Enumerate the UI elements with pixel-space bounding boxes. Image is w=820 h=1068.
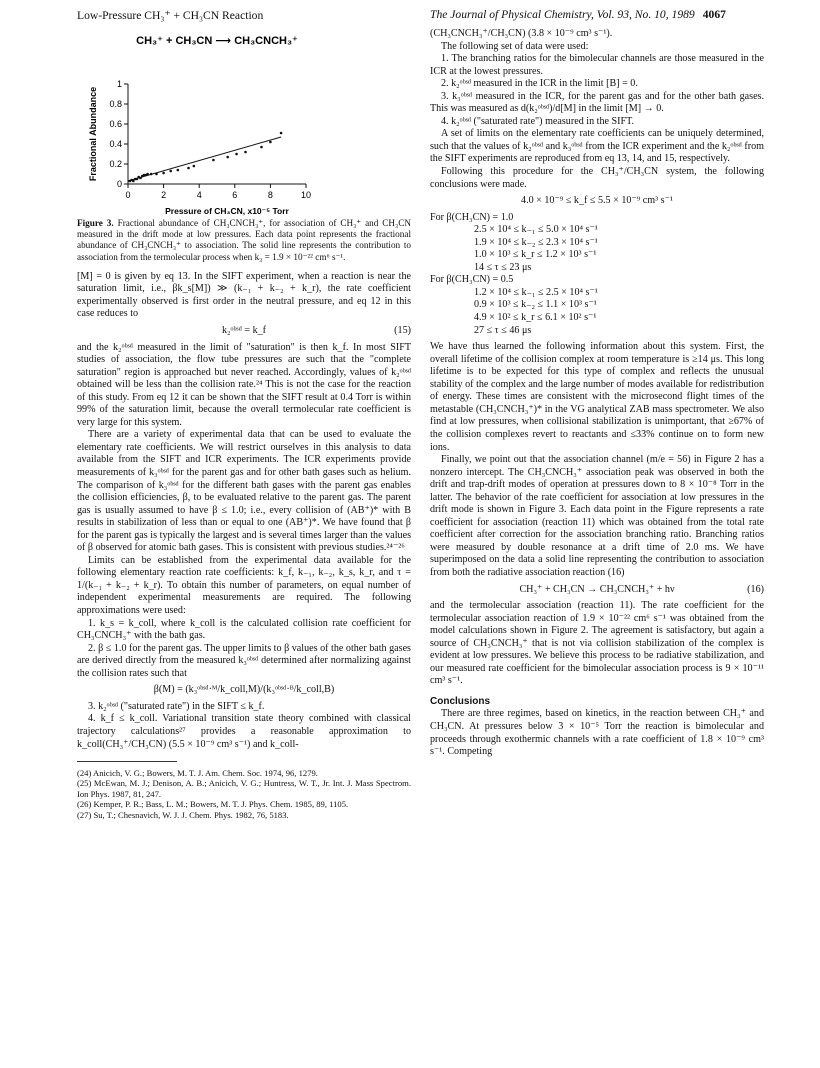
- running-header-right: [430, 8, 726, 21]
- list-item: 2. β ≤ 1.0 for the parent gas. The upper limits to β values of the other bath gases are derived directly from the measured k₃ᵒᵇˢᵈ determined after normalizing against the collision rates such that: [77, 642, 411, 679]
- list-item: 3. k₂ᵒᵇˢᵈ ("saturated rate") in the SIFT ≤ k_f.: [88, 700, 265, 712]
- equation-beta: β(M) = (k₃ᵒᵇˢᵈ·ᴹ/k_coll,M)/(k₃ᵒᵇˢᵈ·ᴮ/k_coll,B): [153, 684, 335, 696]
- limits-set-1: [474, 224, 764, 274]
- figure-3-chart: [77, 28, 411, 216]
- condition-label: For β(CH₃CN) = 1.0: [430, 211, 514, 223]
- limit-line: 1.9 × 10⁴ ≤ k₋₂ ≤ 2.3 × 10⁴ s⁻¹: [474, 236, 598, 248]
- list-item: 4. k₂ᵒᵇˢᵈ ("saturated rate") measured in the SIFT.: [441, 115, 635, 127]
- limit-line: 14 ≤ τ ≤ 23 μs: [474, 261, 532, 273]
- limit-line: 27 ≤ τ ≤ 46 μs: [474, 324, 532, 336]
- x-tick-label: 2: [161, 190, 167, 200]
- equation-16: [430, 584, 764, 597]
- limit-line: 0.9 × 10³ ≤ k₋₂ ≤ 1.1 × 10³ s⁻¹: [474, 299, 597, 311]
- x-tick-label: 8: [267, 190, 273, 200]
- data-point: [146, 173, 149, 176]
- limit-line: 4.9 × 10² ≤ k_r ≤ 6.1 × 10² s⁻¹: [474, 312, 597, 324]
- list-item: 4. k_f ≤ k_coll. Variational transition state theory combined with classical trajectory calculations²⁷ provides a reasonable approximation to k_coll(CH₃⁺/CH₃CN) (5.5 × 10⁻⁹ cm³ s⁻¹) and k_coll-: [77, 713, 411, 750]
- data-point: [193, 165, 196, 168]
- chart-title: CH₃⁺ + CH₃CN ⟶ CH₃CNCH₃⁺: [136, 35, 298, 47]
- paragraph: Following this procedure for the CH₃⁺/CH₃CN system, the following conclusions were made.: [430, 166, 764, 190]
- data-point: [155, 173, 158, 176]
- data-point: [244, 151, 247, 154]
- footnote-rule: [77, 761, 177, 762]
- y-tick-label: 1: [116, 79, 122, 89]
- limit-line: 1.2 × 10⁴ ≤ k₋₁ ≤ 2.5 × 10⁴ s⁻¹: [474, 286, 598, 298]
- data-point: [177, 169, 180, 172]
- y-tick-label: 0.6: [109, 119, 122, 129]
- equation-body: k₂ᵒᵇˢᵈ = k_f: [221, 325, 267, 336]
- limits-set-2: [474, 287, 764, 337]
- journal-citation: The Journal of Physical Chemistry, Vol. 93, No. 10, 1989: [430, 8, 695, 21]
- right-column: [430, 28, 764, 759]
- equation-number: (15): [394, 325, 411, 336]
- list-item: 1. k_s = k_coll, where k_coll is the calculated collision rate coefficient for CH₃CNCH₃⁺ with the bath gas.: [77, 617, 411, 642]
- running-header-left: Low-Pressure CH₃⁺ + CH₃CN Reaction: [77, 9, 264, 22]
- equation-number: (16): [747, 583, 764, 595]
- x-tick-label: 4: [196, 190, 202, 200]
- figure-3: [77, 28, 411, 216]
- reference: (24) Anicich, V. G.; Bowers, M. T. J. Am. Chem. Soc. 1974, 96, 1279.: [77, 768, 318, 779]
- equation-body: CH₃⁺ + CH₃CN → CH₃CNCH₃⁺ + hν: [519, 583, 675, 595]
- equation-kf: 4.0 × 10⁻⁹ ≤ k_f ≤ 5.5 × 10⁻⁹ cm³ s⁻¹: [521, 195, 673, 207]
- data-point: [212, 159, 215, 162]
- section-heading: Conclusions: [430, 695, 491, 707]
- paragraph: [M] = 0 is given by eq 13. In the SIFT experiment, when a reaction is near the saturation limit, i.e., βk_s[M]) ≫ (k₋₁ + k₋₂ + k_r), the rate coefficient experimentally observed is first order in the neutral pressure, and eq 12 in this case reduces to: [77, 270, 411, 320]
- data-point: [162, 172, 165, 175]
- x-tick-label: 6: [232, 190, 238, 200]
- y-tick-label: 0.2: [109, 159, 122, 169]
- data-point: [269, 141, 272, 144]
- data-point: [136, 178, 139, 181]
- caption-label: Figure 3.: [77, 218, 114, 228]
- reference: (25) McEwan, M. J.; Denison, A. B.; Anicich, V. G.; Huntress, W. T., Jr. Int. J. Mass Spectrom. Ion Phys. 1987, 81, 247.: [77, 778, 411, 799]
- condition-label: For β(CH₃CN) = 0.5: [430, 274, 514, 286]
- paragraph: (CH₃CNCH₃⁺/CH₃CN) (3.8 × 10⁻⁹ cm³ s⁻¹).: [430, 28, 613, 39]
- paragraph: There are a variety of experimental data that can be used to evaluate the elementary rate coefficients. We will restrict ourselves in this analysis to data available from the SIFT and ICR experiments. The ICR experiments provide measurements of k₃ᵒᵇˢᵈ for the parent gas and for other bath gases such as helium. The comparison of k₃ᵒᵇˢᵈ for the different bath gases with the parent gas enables the collision efficiencies, β, to be evaluated relative to the parent gas. The parent gas is usually assumed to have β ≤ 1.0; i.e., every collision of (AB⁺)* with B results in stabilization of less than or equal to one (AB⁺)*. We have found that β for the parent gas is typically the largest and is several times larger than the values of β observed for atomic bath gases. This is consistent with previous studies.²⁴⁻²⁶: [77, 429, 411, 554]
- paragraph: Finally, we point out that the association channel (m/e = 56) in Figure 2 has a nonzero intercept. The CH₃CNCH₃⁺ association peak was observed in both the drift and trap-drift modes of operation at pressures down to 8 × 10⁻⁸ Torr in the latter. The behavior of the rate coefficient for association at low pressures in the drift mode is shown in Figure 3. Each data point in the Figure represents a rate coefficient for association (reaction 11) which was obtained from the total rate coefficient after correction for the association branching ratio. Branching ratios were measured by double resonance at a drift time of 2.0 ms. We have superimposed on the data a solid line representing the contribution to association from both the radiative association reaction (16): [430, 454, 764, 578]
- data-point: [235, 153, 238, 156]
- y-tick-label: 0.4: [109, 139, 122, 149]
- x-axis-label: Pressure of CH₃CN, x10⁻⁵ Torr: [165, 206, 289, 216]
- data-point: [187, 167, 190, 170]
- paragraph: We have thus learned the following information about this system. First, the overall lifetime of the collision complex at room temperature is ≥14 μs. This long lifetime is to be expected for this type of complex and reflects the unusual stability of the complex and the large number of modes available for redistribution of energy. These times are consistent with the microsecond flight times of the metastable (CH₃CNCH₃⁺)* in the VG analytical ZAB mass spectrometer. We also find at low pressures, when collisional stabilization is unimportant, that ≥67% of the collision complexes revert to reactants and ≤33% continue on to form new ions.: [430, 341, 764, 453]
- data-point: [139, 177, 142, 180]
- list-item: 2. k₂ᵒᵇˢᵈ measured in the ICR in the limit [B] = 0.: [441, 78, 638, 90]
- paragraph: Limits can be established from the experimental data available for the following elementary reaction rate coefficients: k_f, k₋₁, k₋₂, k_s, k_r, and τ = 1/(k₋₁ + k₋₂ + k_r). To obtain this number of parameters, on equal number of independent experimental measurements are required. The following approximations were used:: [77, 554, 411, 617]
- page-number: 4067: [702, 8, 726, 21]
- reference: (27) Su, T.; Chesnavich, W. J. J. Chem. Phys. 1982, 76, 5183.: [77, 809, 289, 820]
- paragraph: There are three regimes, based on kinetics, in the reaction between CH₃⁺ and CH₃CN. At pressures below 3 × 10⁻⁵ Torr the reaction is bimolecular and proceeds through exothermic channels with a rate coefficient of 1.8 × 10⁻⁹ cm³ s⁻¹. Competing: [430, 708, 764, 758]
- list-item: 3. k₃ᵒᵇˢᵈ measured in the ICR, for the parent gas and for the other bath gases. This was measured as d(k₂ᵒᵇˢᵈ)/d[M] in the limit [M] → 0.: [430, 90, 764, 115]
- data-point: [132, 180, 135, 183]
- data-point: [169, 170, 172, 173]
- y-tick-label: 0: [116, 179, 122, 189]
- paragraph: and the termolecular association (reaction 11). The rate coefficient for the termolecular association reaction of 1.9 × 10⁻²² cm⁶ s⁻¹ was obtained from the model calculations shown in Figure 2. The agreement is satisfactory, but again a source of CH₃CNCH₃⁺ that is not via collision stabilization of the complex is evident at low pressures. We believe this process to be radiative stabilization, and our measured rate coefficient for the bimolecular association process is 9 × 10⁻¹¹ cm³ s⁻¹.: [430, 600, 764, 687]
- paragraph: and the k₂ᵒᵇˢᵈ measured in the limit of "saturation" is then k_f. In most SIFT studies of association, the flow tube pressures are such that the "complete saturation" region is approached but never reached. Accordingly, values of k₂ᵒᵇˢᵈ obtained will be less than the collision rate.²⁴ This is not the case for the reaction of this study. From eq 12 it can be shown that the SIFT result at 0.4 Torr is within 99% of the saturation limit, because the overall termolecular rate coefficient is very large for this system.: [77, 341, 411, 428]
- x-tick-label: 10: [300, 190, 312, 200]
- list-item: 1. The branching ratios for the bimolecular channels are those measured in the ICR at the lowest pressures.: [430, 53, 764, 77]
- data-point: [260, 146, 263, 149]
- limit-line: 2.5 × 10⁴ ≤ k₋₁ ≤ 5.0 × 10⁴ s⁻¹: [474, 224, 598, 236]
- data-point: [150, 173, 153, 176]
- data-point: [280, 132, 283, 135]
- reference: (26) Kemper, P. R.; Bass, L. M.; Bowers, M. T. J. Phys. Chem. 1985, 89, 1105.: [77, 799, 349, 810]
- y-axis-label: Fractional Abundance: [88, 86, 98, 182]
- x-tick-label: 0: [125, 190, 131, 200]
- data-point: [226, 156, 229, 159]
- paragraph: The following set of data were used:: [441, 40, 589, 52]
- figure-3-caption: [77, 218, 411, 263]
- references: [77, 768, 411, 820]
- y-tick-label: 0.8: [109, 99, 122, 109]
- limit-line: 1.0 × 10³ ≤ k_r ≤ 1.2 × 10³ s⁻¹: [474, 249, 597, 261]
- equation-15: [77, 325, 411, 338]
- caption-text: Fractional abundance of CH₃CNCH₃⁺, for association of CH₃⁺ and CH₃CN measured in the drift mode at low pressures. Each data point represents the fractional abundance of CH₃CNCH₃⁺ to association. The solid line represents the contribution to association from the termolecular process when k₃ = 1.9 × 10⁻²² cm⁶ s⁻¹.: [77, 218, 412, 262]
- left-column: [77, 28, 411, 820]
- paragraph: A set of limits on the elementary rate coefficients can be uniquely determined, such that the values of k₂ᵒᵇˢᵈ and k₃ᵒᵇˢᵈ from the ICR experiment and the k₂ᵒᵇˢᵈ from the SIFT experiments are reproduced from eq 13, 14, and 15, respectively.: [430, 128, 764, 165]
